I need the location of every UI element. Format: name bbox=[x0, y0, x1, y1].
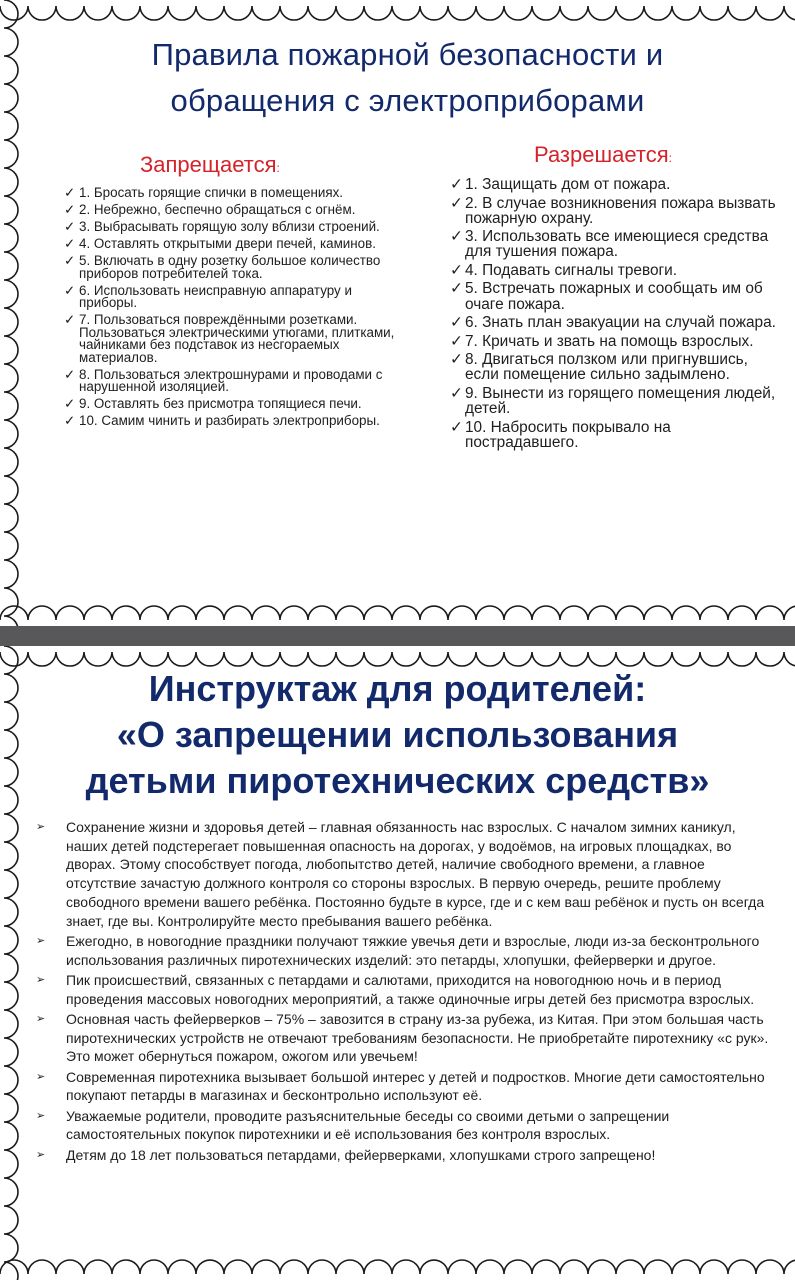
scallop-edge bbox=[0, 6, 795, 20]
check-icon: ✓ bbox=[64, 396, 76, 412]
arrow-bullet-icon: ➢ bbox=[36, 1109, 46, 1122]
allowed-item bbox=[450, 229, 785, 259]
forbidden-item bbox=[64, 218, 409, 234]
forbidden-item-text: 5. Включать в одну розетку большое количество приборов потребителей тока. bbox=[79, 252, 381, 281]
parents-bullet-text: Ежегодно, в новогодние праздники получают тяжкие увечья дети и взрослые, люди из-за бесконтрольного использования различных пиротехнических изделий: это петарды, хлопушки, фейерверки и другое. bbox=[66, 932, 760, 968]
allowed-item bbox=[450, 263, 785, 278]
parents-bullet bbox=[36, 971, 776, 1008]
allowed-item bbox=[450, 196, 785, 226]
parents-title-line3: детьми пиротехнических средств» bbox=[85, 760, 710, 801]
parents-bullet-text: Уважаемые родители, проводите разъяснительные беседы со своими детьми о запрещении самостоятельных покупок пиротехники и её использования без контроля взрослых. bbox=[66, 1107, 670, 1143]
allowed-item-text: 10. Набросить покрывало на пострадавшего. bbox=[465, 418, 671, 451]
allowed-item-text: 7. Кричать и звать на помощь взрослых. bbox=[465, 332, 754, 350]
check-icon: ✓ bbox=[64, 235, 76, 251]
allowed-item-text: 1. Защищать дом от пожара. bbox=[465, 176, 671, 193]
check-icon: ✓ bbox=[450, 280, 463, 298]
check-icon: ✓ bbox=[450, 384, 463, 402]
allowed-item bbox=[450, 352, 785, 382]
allowed-item bbox=[450, 177, 785, 192]
arrow-bullet-icon: ➢ bbox=[36, 1148, 46, 1161]
allowed-list bbox=[450, 177, 785, 450]
forbidden-item bbox=[64, 235, 409, 251]
section-divider bbox=[0, 626, 795, 646]
check-icon: ✓ bbox=[64, 252, 76, 268]
scallop-edge bbox=[4, 0, 18, 626]
fire-safety-title-line2: обращения с электроприборами bbox=[170, 83, 645, 118]
parents-bullet bbox=[36, 818, 776, 930]
check-icon: ✓ bbox=[64, 312, 76, 328]
check-icon: ✓ bbox=[450, 418, 463, 436]
allowed-item-text: 8. Двигаться ползком или пригнувшись, если помещение сильно задымлено. bbox=[465, 351, 748, 384]
allowed-heading bbox=[450, 140, 785, 173]
forbidden-item bbox=[64, 314, 409, 364]
parents-bullet-text: Детям до 18 лет пользоваться петардами, фейерверками, хлопушками строго запрещено! bbox=[66, 1146, 656, 1163]
forbidden-item-text: 9. Оставлять без присмотра топящиеся печи. bbox=[79, 396, 362, 412]
parents-bullet bbox=[36, 1068, 776, 1105]
parents-bullet-list bbox=[36, 818, 776, 1166]
parents-bullet bbox=[36, 1010, 776, 1066]
allowed-item-text: 6. Знать план эвакуации на случай пожара. bbox=[465, 314, 776, 332]
allowed-item bbox=[450, 315, 785, 330]
parents-title bbox=[20, 666, 775, 804]
allowed-item-text: 5. Встречать пожарных и сообщать им об очаге пожара. bbox=[465, 280, 763, 313]
check-icon: ✓ bbox=[64, 185, 76, 200]
forbidden-item-text: 10. Самим чинить и разбирать электроприборы. bbox=[79, 413, 380, 429]
forbidden-item-text: 1. Бросать горящие спички в помещениях. bbox=[79, 185, 344, 200]
parents-bullet bbox=[36, 1107, 776, 1144]
allowed-item bbox=[450, 420, 785, 450]
forbidden-column bbox=[64, 150, 409, 432]
check-icon: ✓ bbox=[450, 332, 463, 350]
check-icon: ✓ bbox=[64, 218, 76, 234]
allowed-item bbox=[450, 281, 785, 311]
parents-title-line2: «О запрещении использования bbox=[116, 714, 679, 755]
forbidden-item-text: 8. Пользоваться электрошнурами и проводами с нарушенной изоляцией. bbox=[79, 366, 383, 395]
allowed-column bbox=[450, 140, 785, 453]
fire-safety-title bbox=[60, 32, 755, 124]
allowed-item-text: 2. В случае возникновения пожара вызвать пожарную охрану. bbox=[465, 194, 776, 227]
check-icon: ✓ bbox=[450, 228, 463, 246]
check-icon: ✓ bbox=[450, 194, 463, 212]
allowed-heading-colon: : bbox=[668, 151, 672, 165]
fire-safety-title-line1: Правила пожарной безопасности и bbox=[151, 37, 664, 72]
forbidden-heading-colon: : bbox=[276, 161, 280, 175]
parents-bullet bbox=[36, 932, 776, 969]
forbidden-item-text: 4. Оставлять открытыми двери печей, каминов. bbox=[79, 235, 376, 251]
forbidden-item-text: 7. Пользоваться повреждёнными розетками. Пользоваться электрическими утюгами, плитками, чайниками без подставок из несгораемых материалов. bbox=[79, 312, 395, 365]
check-icon: ✓ bbox=[64, 201, 76, 217]
arrow-bullet-icon: ➢ bbox=[36, 821, 46, 833]
forbidden-item bbox=[64, 398, 409, 411]
forbidden-item bbox=[64, 201, 409, 217]
allowed-heading-text: Разрешается bbox=[534, 142, 669, 167]
forbidden-item-text: 3. Выбрасывать горящую золу вблизи строений. bbox=[79, 218, 380, 234]
parents-title-line1: Инструктаж для родителей: bbox=[148, 668, 647, 709]
forbidden-item bbox=[64, 187, 409, 200]
forbidden-item-text: 2. Небрежно, беспечно обращаться с огнём. bbox=[79, 201, 356, 217]
allowed-item-text: 3. Использовать все имеющиеся средства для тушения пожара. bbox=[465, 228, 769, 261]
forbidden-heading-text: Запрещается bbox=[140, 152, 277, 177]
check-icon: ✓ bbox=[450, 261, 463, 279]
scallop-edge bbox=[0, 1260, 795, 1274]
arrow-bullet-icon: ➢ bbox=[36, 1070, 46, 1083]
allowed-item bbox=[450, 334, 785, 349]
allowed-item-text: 4. Подавать сигналы тревоги. bbox=[465, 261, 678, 279]
allowed-item bbox=[450, 386, 785, 416]
forbidden-item bbox=[64, 282, 409, 311]
parents-bullet-text: Современная пиротехника вызывает большой интерес у детей и подростков. Многие дети самостоятельно покупают петарды в магазинах и бесконтрольно используют её. bbox=[66, 1068, 765, 1104]
forbidden-item bbox=[64, 252, 409, 281]
check-icon: ✓ bbox=[450, 314, 463, 332]
forbidden-list bbox=[64, 187, 409, 428]
check-icon: ✓ bbox=[64, 413, 76, 429]
arrow-bullet-icon: ➢ bbox=[36, 934, 46, 947]
parents-bullet bbox=[36, 1146, 776, 1165]
check-icon: ✓ bbox=[450, 351, 463, 369]
fire-safety-panel bbox=[0, 0, 795, 626]
scallop-edge bbox=[0, 606, 795, 620]
forbidden-heading bbox=[64, 150, 409, 183]
allowed-item-text: 9. Вынести из горящего помещения людей, детей. bbox=[465, 384, 776, 418]
arrow-bullet-icon: ➢ bbox=[36, 1012, 46, 1025]
scallop-edge bbox=[4, 646, 18, 1280]
scallop-edge bbox=[0, 652, 795, 666]
forbidden-item bbox=[64, 415, 409, 428]
arrow-bullet-icon: ➢ bbox=[36, 973, 46, 986]
check-icon: ✓ bbox=[64, 282, 76, 298]
check-icon: ✓ bbox=[450, 176, 463, 193]
parents-bullet-text: Основная часть фейерверков – 75% – завозится в страну из-за рубежа, из Китая. При этом большая часть пиротехнических устройств не отвечают требованиям безопасности. Не приобретайте пиротехнику «с рук». Это может обернуться пожаром, ожогом или увечьем! bbox=[66, 1010, 769, 1065]
parents-bullet-text: Пик происшествий, связанных с петардами и салютами, приходится на новогоднюю ночь и в период проведения массовых новогодних мероприятий, а также одиночные игры детей без присмотра взрослых. bbox=[66, 971, 755, 1007]
forbidden-item-text: 6. Использовать неисправную аппаратуру и приборы. bbox=[79, 282, 352, 311]
parents-bullet-text: Сохранение жизни и здоровья детей – главная обязанность нас взрослых. С началом зимних каникул, наших детей подстерегает повышенная опасность на дорогах, у водоёмов, на игровых площадках, во дворах. Этому способствует погода, любопытство детей, наличие свободного времени, а главное отсутствие зачастую должного контроля со стороны взрослых. В первую очередь, решите проблему свободного времени вашего ребёнка. Постоянно будьте в курсе, где и с кем ваш ребёнок и пусть он всегда знает, где вы. Контролируйте место пребывания вашего ребёнка. bbox=[66, 819, 765, 929]
forbidden-item bbox=[64, 366, 409, 395]
check-icon: ✓ bbox=[64, 366, 76, 382]
